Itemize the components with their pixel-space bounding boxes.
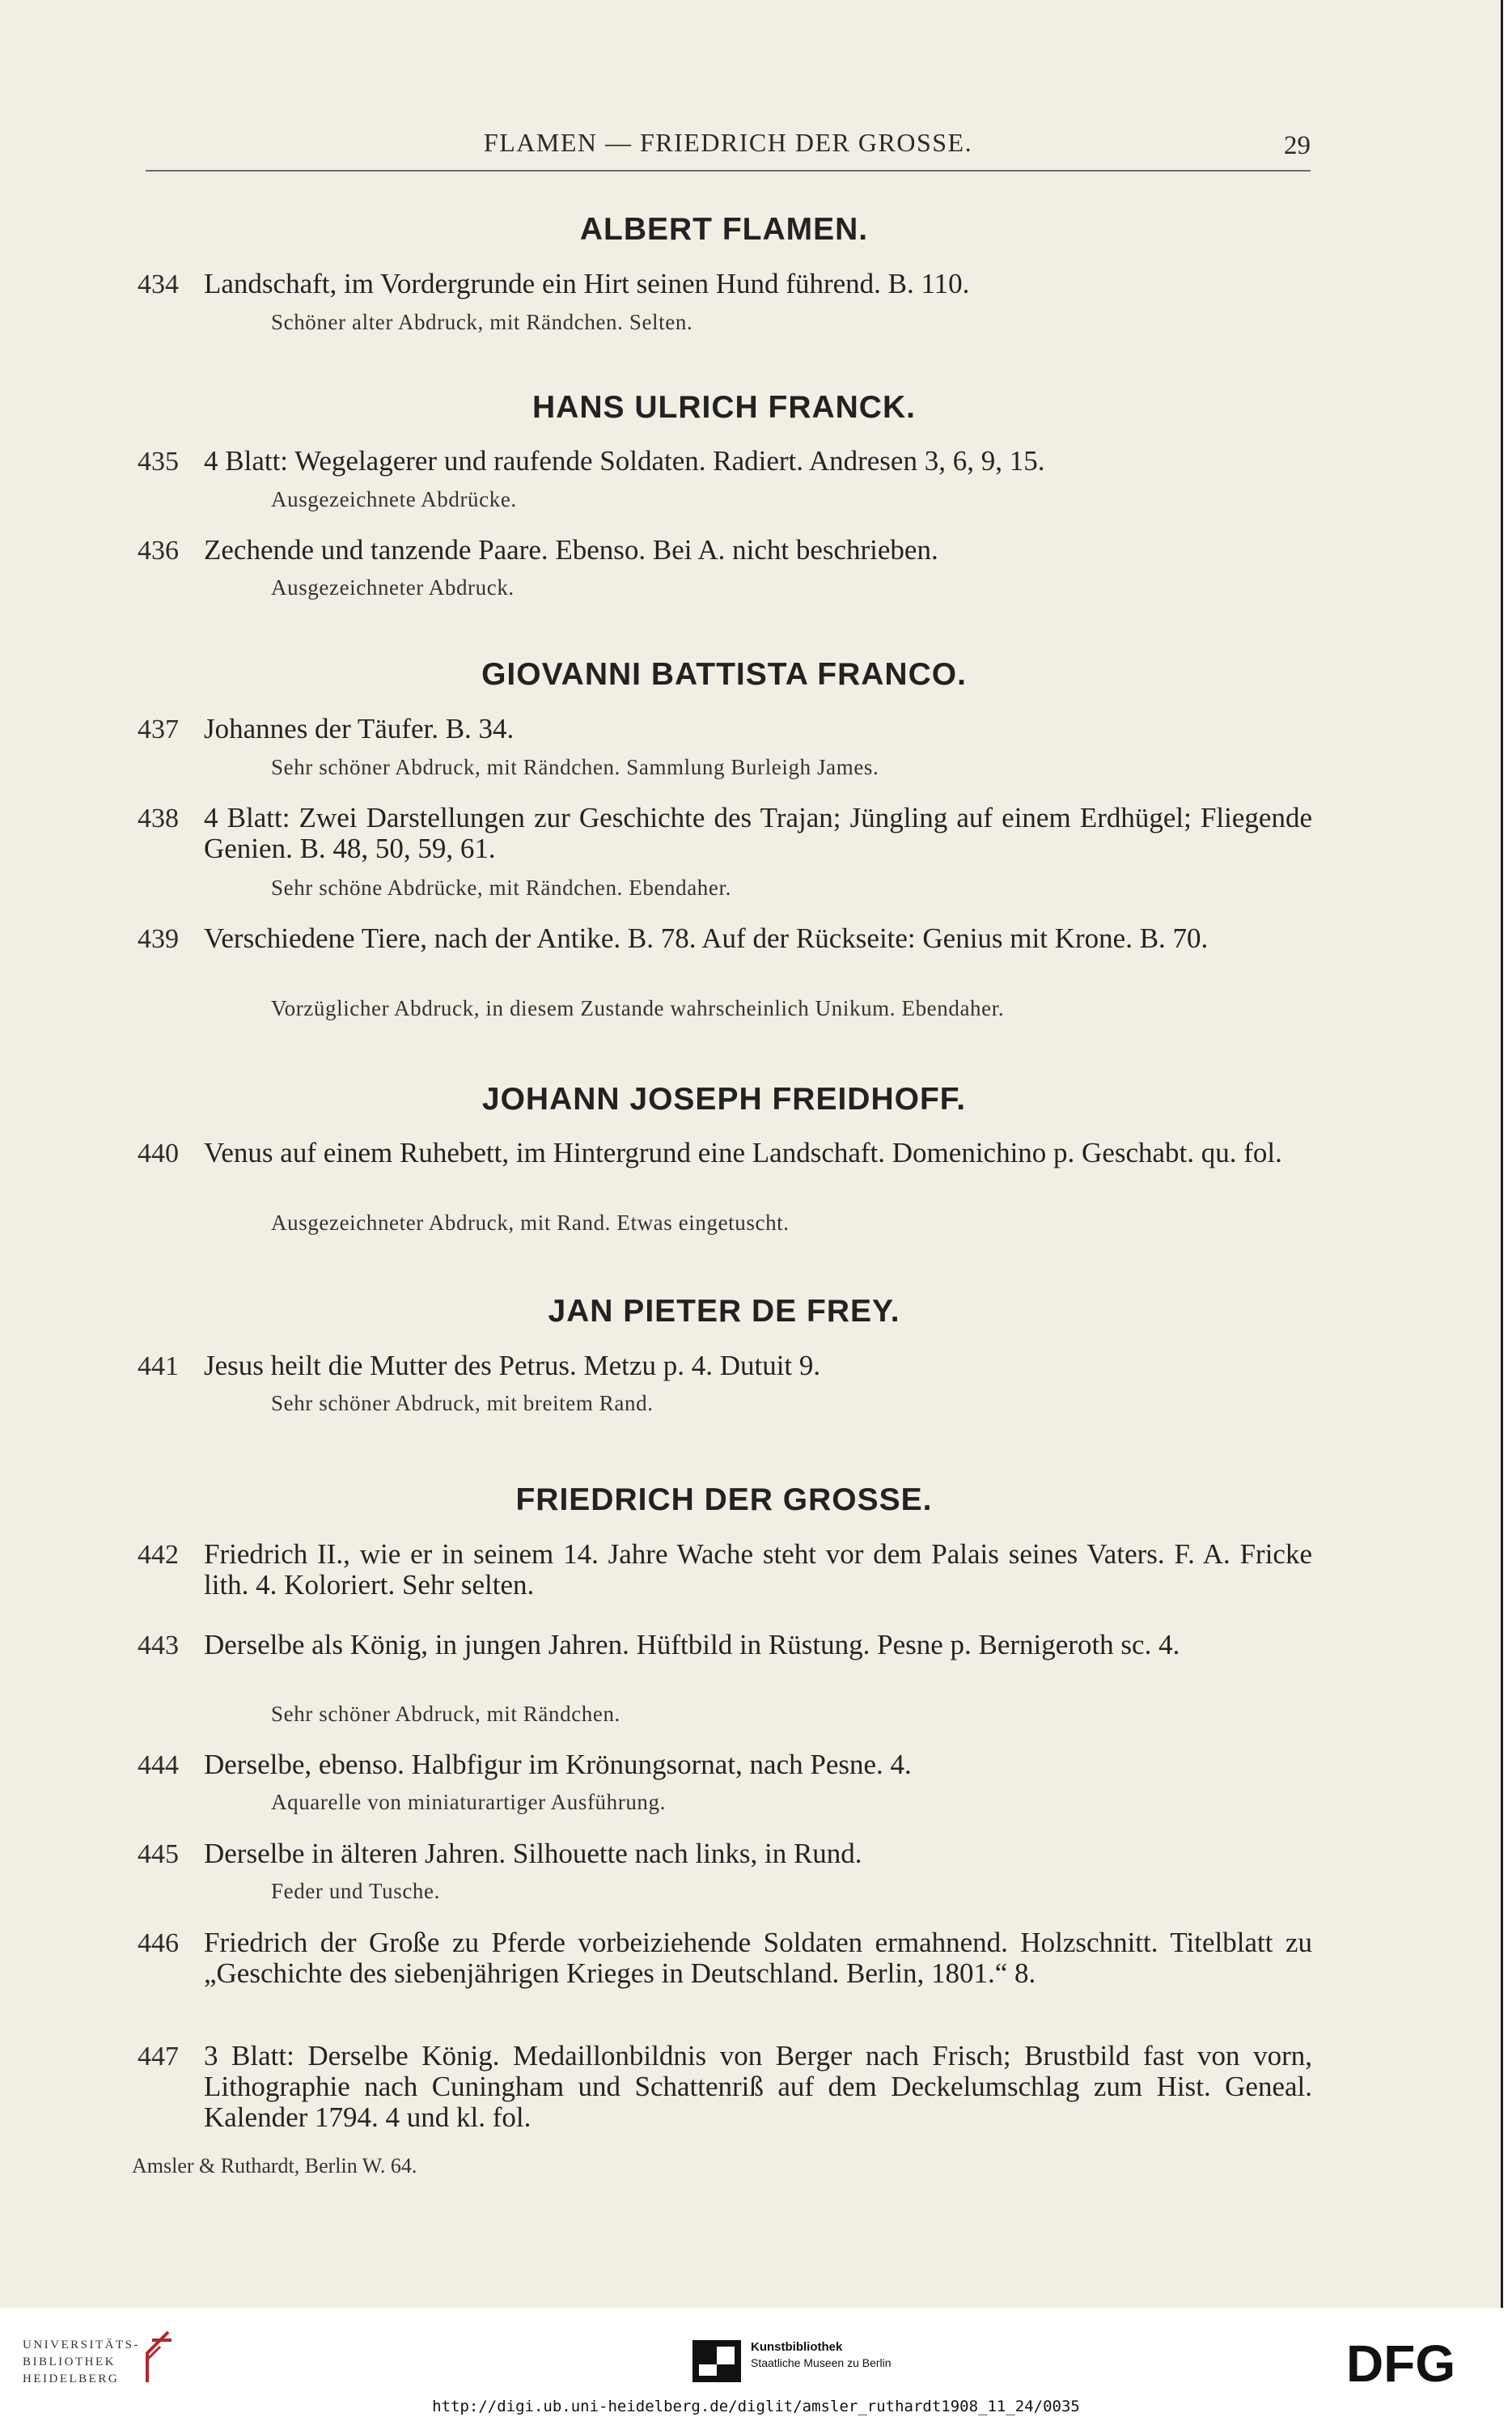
entry-number: 434 bbox=[138, 269, 179, 299]
entry-text: Derselbe als König, in jungen Jahren. Hüftbild in Rüstung. Pesne p. Bernigeroth sc. 4. bbox=[204, 1629, 1180, 1660]
entry-text: Derselbe in älteren Jahren. Silhouette nach links, in Rund. bbox=[204, 1838, 862, 1869]
entry-text: 3 Blatt: Derselbe König. Medaillonbildnis von Berger nach Frisch; Brustbild fast von vorn, Lithographie nach Cuningham und Schattenriß auf dem Deckelumschlag zum Hist. Geneal. Kalender 1794. 4 und kl. fol. bbox=[204, 2040, 1312, 2133]
entry-note: Feder und Tusche. bbox=[271, 1879, 440, 1903]
entry-text: Jesus heilt die Mutter des Petrus. Metzu p. 4. Dutuit 9. bbox=[204, 1350, 821, 1381]
artist-heading: HANS ULRICH FRANCK. bbox=[532, 390, 916, 425]
university-line: BIBLIOTHEK bbox=[23, 2356, 116, 2368]
kunstbibliothek-title: Kunstbibliothek bbox=[751, 2340, 843, 2354]
entry-number: 442 bbox=[138, 1540, 179, 1570]
entry-text: Landschaft, im Vordergrunde ein Hirt seinen Hund führend. B. 110. bbox=[204, 268, 970, 299]
artist-heading: GIOVANNI BATTISTA FRANCO. bbox=[481, 657, 967, 692]
running-title: FLAMEN — FRIEDRICH DER GROSSE. bbox=[483, 128, 973, 157]
entry-number: 447 bbox=[138, 2042, 179, 2071]
entry-number: 446 bbox=[138, 1928, 179, 1958]
entry-text: 4 Blatt: Wegelagerer und raufende Soldaten. Radiert. Andresen 3, 6, 9, 15. bbox=[204, 445, 1045, 477]
entry-text: Derselbe, ebenso. Halbfigur im Krönungsornat, nach Pesne. 4. bbox=[204, 1749, 912, 1780]
entry-note: Vorzüglicher Abdruck, in diesem Zustande wahrscheinlich Unikum. Ebendaher. bbox=[271, 996, 1005, 1020]
entry-text: Friedrich II., wie er in seinem 14. Jahre Wache steht vor dem Palais seines Vaters. F. A. Fricke lith. 4. Koloriert. Sehr selten. bbox=[204, 1538, 1312, 1601]
university-library-text bbox=[23, 2337, 140, 2388]
entry-note: Sehr schöner Abdruck, mit breitem Rand. bbox=[271, 1391, 654, 1415]
entry-text: Venus auf einem Ruhebett, im Hintergrund eine Landschaft. Domenichino p. Geschabt. qu. fol. bbox=[204, 1137, 1282, 1168]
entry-note: Sehr schöne Abdrücke, mit Rändchen. Ebendaher. bbox=[271, 876, 731, 900]
entry-note: Aquarelle von miniaturartiger Ausführung. bbox=[271, 1790, 666, 1814]
entry-note: Sehr schöner Abdruck, mit Rändchen. bbox=[271, 1702, 620, 1726]
entry-number: 436 bbox=[138, 536, 179, 566]
entry-text: Zechende und tanzende Paare. Ebenso. Bei A. nicht beschrieben. bbox=[204, 534, 938, 566]
artist-heading: FRIEDRICH DER GROSSE. bbox=[515, 1482, 933, 1517]
entry-number: 439 bbox=[138, 924, 179, 954]
dfg-logo-text: DFG bbox=[1346, 2338, 1456, 2386]
university-line: HEIDELBERG bbox=[23, 2372, 120, 2385]
entry-note: Ausgezeichneter Abdruck. bbox=[271, 575, 515, 600]
digitization-footer bbox=[0, 2308, 1512, 2417]
entry-number: 441 bbox=[138, 1351, 179, 1381]
entry-text: 4 Blatt: Zwei Darstellungen zur Geschichte des Trajan; Jüngling auf einem Erdhügel; Fliegende Genien. B. 48, 50, 59, 61. bbox=[204, 802, 1312, 864]
entry-note: Sehr schöner Abdruck, mit Rändchen. Sammlung Burleigh James. bbox=[271, 755, 879, 779]
kunstbibliothek-subtitle: Staatliche Museen zu Berlin bbox=[751, 2356, 892, 2369]
page-number: 29 bbox=[1284, 131, 1311, 160]
university-line: UNIVERSITÄTS- bbox=[23, 2339, 140, 2351]
entry-text: Friedrich der Große zu Pferde vorbeiziehende Soldaten ermahnend. Holzschnitt. Titelblatt zu „Geschichte des siebenjährigen Krieges in Deutschland. Berlin, 1801.“ 8. bbox=[204, 1927, 1312, 1989]
entry-number: 437 bbox=[138, 714, 179, 744]
dfg-logo bbox=[1345, 2338, 1492, 2386]
running-head bbox=[146, 121, 1311, 172]
entry-number: 435 bbox=[138, 447, 179, 477]
printer-line: Amsler & Ruthardt, Berlin W. 64. bbox=[132, 2154, 417, 2177]
artist-heading: ALBERT FLAMEN. bbox=[579, 212, 869, 247]
artist-heading: JAN PIETER DE FREY. bbox=[548, 1294, 900, 1329]
entry-number: 438 bbox=[138, 804, 179, 833]
entry-number: 444 bbox=[138, 1750, 179, 1780]
university-library-logo-icon bbox=[136, 2329, 181, 2385]
entry-note: Schöner alter Abdruck, mit Rändchen. Selten. bbox=[271, 310, 693, 334]
kunstbibliothek-logo-icon bbox=[692, 2340, 741, 2382]
entry-number: 445 bbox=[138, 1839, 179, 1869]
entry-text: Johannes der Täufer. B. 34. bbox=[204, 713, 515, 744]
entry-note: Ausgezeichneter Abdruck, mit Rand. Etwas eingetuscht. bbox=[271, 1211, 790, 1235]
entry-number: 443 bbox=[138, 1630, 179, 1660]
entry-note: Ausgezeichnete Abdrücke. bbox=[271, 487, 517, 511]
entry-number: 440 bbox=[138, 1139, 179, 1168]
artist-heading: JOHANN JOSEPH FREIDHOFF. bbox=[481, 1082, 967, 1117]
entry-text: Verschiedene Tiere, nach der Antike. B. 78. Auf der Rückseite: Genius mit Krone. B. 70. bbox=[204, 922, 1209, 954]
source-url: http://digi.ub.uni-heidelberg.de/diglit/amsler_ruthardt1908_11_24/0035 bbox=[432, 2398, 1080, 2415]
